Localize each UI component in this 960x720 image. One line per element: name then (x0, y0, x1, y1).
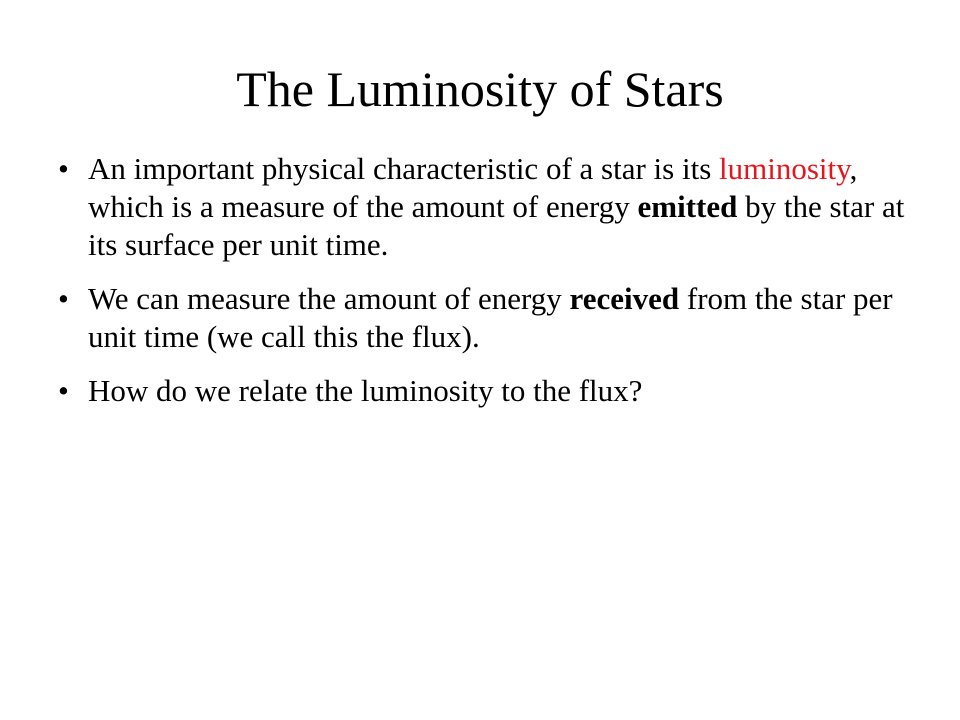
bullet-icon: • (58, 151, 69, 186)
bullet-icon: • (58, 373, 69, 408)
highlight-term: luminosity (719, 151, 850, 186)
bullet-item-flux (58, 280, 918, 356)
bullet-text: from the star per unit time (we call this the flux). (88, 281, 893, 354)
bold-term: received (569, 281, 680, 316)
bold-term: emitted (637, 189, 738, 224)
slide-title: The Luminosity of Stars (236, 61, 724, 117)
bullet-text: We can measure the amount of energy (88, 281, 570, 316)
bullet-icon: • (58, 281, 69, 316)
bullet-item-luminosity (58, 150, 918, 264)
bullet-text: How do we relate the luminosity to the flux? (88, 373, 643, 408)
bullet-item-question (58, 372, 918, 410)
bullet-text: An important physical characteristic of a star is its (88, 151, 720, 186)
bullet-text: , which is a measure of the amount of energy (88, 151, 858, 224)
bullet-list (58, 150, 918, 426)
bullet-text: by the star at its surface per unit time. (88, 189, 905, 262)
